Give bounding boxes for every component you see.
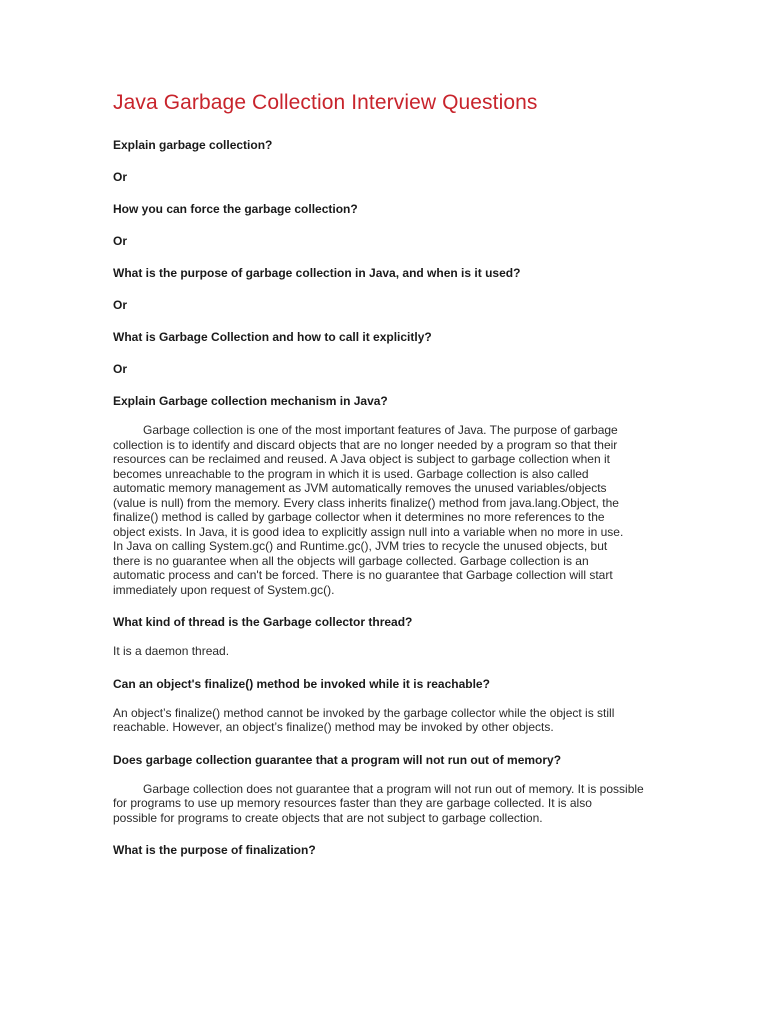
or-separator: Or	[113, 234, 128, 248]
answer-line: reachable. However, an object’s finalize() method may be invoked by other objects.	[113, 720, 554, 734]
answer-line: collection is to identify and discard objects that are no longer needed by a program so that their	[113, 437, 618, 452]
answer-paragraph	[113, 423, 653, 597]
or-separator: Or	[113, 362, 128, 376]
question-heading: What kind of thread is the Garbage collector thread?	[113, 615, 413, 629]
answer-line: possible for programs to create objects that are not subject to garbage collection.	[113, 810, 543, 825]
or-separator: Or	[113, 170, 128, 184]
question-heading: How you can force the garbage collection?	[113, 202, 358, 216]
question-heading: Does garbage collection guarantee that a program will not run out of memory?	[113, 752, 562, 767]
answer-line: automatic process and can't be forced. There is no guarantee that Garbage collection will start	[113, 568, 613, 582]
answer-paragraph	[113, 706, 653, 735]
answer-line: An object’s finalize() method cannot be invoked by the garbage collector while the object is still	[113, 705, 615, 720]
answer-line: Garbage collection does not guarantee that a program will not run out of memory. It is possible	[143, 781, 644, 796]
answer-line: It is a daemon thread.	[113, 644, 230, 658]
answer-line: Garbage collection is one of the most important features of Java. The purpose of garbage	[143, 423, 618, 437]
answer-line: there is no guarantee when all the objects will garbage collected. Garbage collection is an	[113, 553, 589, 568]
question-heading: What is Garbage Collection and how to call it explicitly?	[113, 330, 432, 344]
page-title: Java Garbage Collection Interview Questions	[113, 91, 538, 114]
answer-line: resources can be reclaimed and reused. A Java object is subject to garbage collection when it	[113, 452, 610, 466]
answer-line: finalize() method is called by garbage collector when it determines no more references to the	[113, 510, 605, 524]
answer-line: (value is null) from the memory. Every class inherits finalize() method from java.lang.Object, the	[113, 495, 619, 510]
question-heading: Explain garbage collection?	[113, 138, 273, 152]
question-heading: Can an object's finalize() method be invoked while it is reachable?	[113, 676, 490, 691]
answer-line: automatic memory management as JVM automatically removes the unused variables/objects	[113, 481, 607, 495]
answer-paragraph	[113, 644, 653, 659]
answer-line: In Java on calling System.gc() and Runtime.gc(), JVM tries to recycle the unused objects, but	[113, 539, 608, 553]
answer-line: for programs to use up memory resources faster than they are garbage collected. It is also	[113, 796, 592, 810]
answer-line: becomes unreachable to the program in which it is used. Garbage collection is also called	[113, 466, 589, 481]
question-heading: What is the purpose of garbage collection in Java, and when is it used?	[113, 266, 521, 280]
document-page	[113, 88, 653, 875]
or-separator: Or	[113, 298, 128, 312]
answer-paragraph	[113, 782, 653, 826]
answer-line: immediately upon request of System.gc().	[113, 582, 335, 597]
answer-line: object exists. In Java, it is good idea to explicitly assign null into a variable when no more in use.	[113, 524, 624, 539]
question-heading: Explain Garbage collection mechanism in Java?	[113, 394, 388, 408]
question-heading: What is the purpose of finalization?	[113, 843, 316, 857]
